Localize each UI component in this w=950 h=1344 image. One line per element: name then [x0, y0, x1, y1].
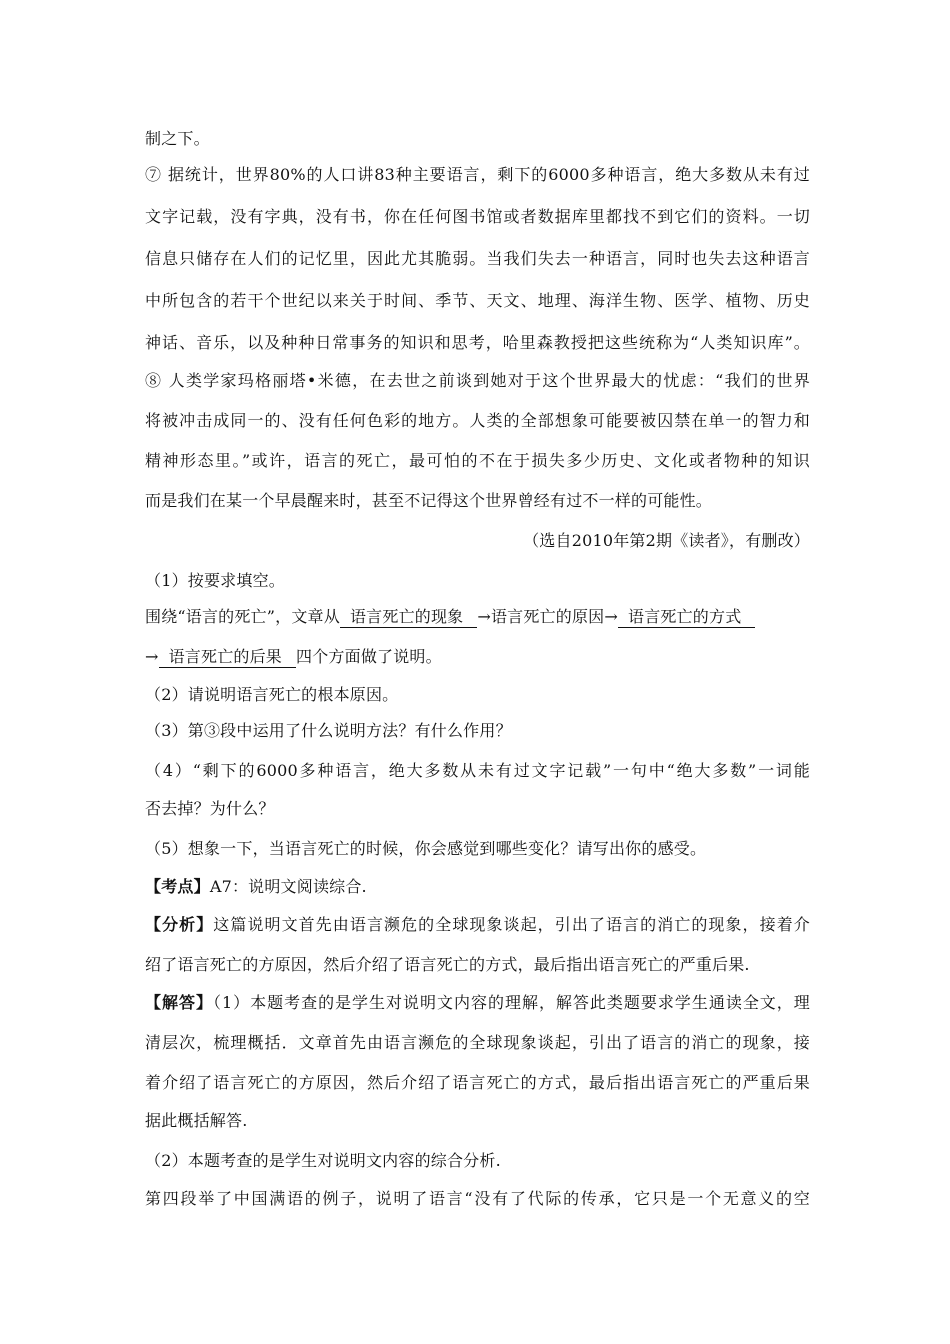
- question-1: （1）按要求填空。: [145, 571, 285, 590]
- question-1-fill-line-2: [145, 646, 810, 668]
- fill-middle: →语言死亡的原因→: [477, 607, 618, 626]
- fill-prefix: 围绕“语言的死亡”，文章从: [145, 607, 340, 626]
- answer-blank-3: 语言死亡的后果: [159, 647, 296, 668]
- answer-blank-2: 语言死亡的方式: [618, 607, 755, 628]
- fill-arrow: →: [145, 647, 159, 666]
- fill-suffix: 四个方面做了说明。: [296, 647, 442, 666]
- part-2-line-1: （2）本题考查的是学生对说明文内容的综合分析.: [145, 1151, 501, 1170]
- paragraph-7-line-1: ⑦ 据统计，世界80%的人口讲83种主要语言，剩下的6000多种语言，绝大多数从未有过: [145, 165, 810, 184]
- paragraph-8-line-3: 精神形态里。”或许，语言的死亡，最可怕的不在于损失多少历史、文化或者物种的知识: [145, 451, 810, 470]
- fenxi-label: 【分析】: [145, 915, 214, 934]
- jieda-line-3: 着介绍了语言死亡的方原因，然后介绍了语言死亡的方式，最后指出语言死亡的严重后果: [145, 1073, 810, 1092]
- kaodian-text: A7：说明文阅读综合.: [209, 877, 367, 896]
- question-4-line-2: 否去掉？为什么？: [145, 799, 275, 818]
- paragraph-8-line-4: 而是我们在某一个早晨醒来时，甚至不记得这个世界曾经有过不一样的可能性。: [145, 491, 713, 510]
- jieda-line-1: [145, 992, 810, 1014]
- question-4-line-1: （4）“剩下的6000多种语言，绝大多数从未有过文字记载”一句中“绝大多数”一词能: [145, 761, 810, 780]
- paragraph-7-line-5: 神话、音乐，以及种种日常事务的知识和思考，哈里森教授把这些统称为“人类知识库”。: [145, 333, 810, 352]
- paragraph-8-line-2: 将被冲击成同一的、没有任何色彩的地方。人类的全部想象可能要被囚禁在单一的智力和: [145, 411, 810, 430]
- kaodian-line: [145, 876, 810, 898]
- paragraph-7-line-4: 中所包含的若干个世纪以来关于时间、季节、天文、地理、海洋生物、医学、植物、历史: [145, 291, 810, 310]
- question-5: （5）想象一下，当语言死亡的时候，你会感觉到哪些变化？请写出你的感受。: [145, 839, 707, 858]
- fenxi-text-1: 这篇说明文首先由语言濒危的全球现象谈起，引出了语言的消亡的现象，接着介: [213, 915, 810, 934]
- fenxi-line-1: [145, 914, 810, 936]
- question-3: （3）第③段中运用了什么说明方法？有什么作用？: [145, 721, 512, 740]
- question-2: （2）请说明语言死亡的根本原因。: [145, 685, 399, 704]
- paragraph-7-line-2: 文字记载，没有字典，没有书，你在任何图书馆或者数据库里都找不到它们的资料。一切: [145, 207, 810, 226]
- jieda-label: 【解答】: [145, 993, 213, 1012]
- paragraph-8-line-1: ⑧ 人类学家玛格丽塔•米德，在去世之前谈到她对于这个世界最大的忧虑：“我们的世界: [145, 371, 810, 390]
- question-1-fill-line-1: [145, 606, 810, 628]
- answer-blank-1: 语言死亡的现象: [340, 607, 477, 628]
- kaodian-label: 【考点】: [145, 877, 210, 896]
- jieda-line-2: 清层次，梳理概括．文章首先由语言濒危的全球现象谈起，引出了语言的消亡的现象，接: [145, 1033, 810, 1052]
- part-2-line-2: 第四段举了中国满语的例子，说明了语言“没有了代际的传承，它只是一个无意义的空: [145, 1189, 810, 1208]
- paragraph-6-tail: 制之下。: [145, 129, 210, 148]
- jieda-line-4: 据此概括解答.: [145, 1111, 248, 1130]
- source-citation: （选自2010年第2期《读者》，有删改）: [523, 531, 810, 550]
- fenxi-line-2: 绍了语言死亡的方原因，然后介绍了语言死亡的方式，最后指出语言死亡的严重后果.: [145, 955, 750, 974]
- paragraph-7-line-3: 信息只储存在人们的记忆里，因此尤其脆弱。当我们失去一种语言，同时也失去这种语言: [145, 249, 810, 268]
- jieda-text-1: （1）本题考查的是学生对说明文内容的理解，解答此类题要求学生通读全文，理: [212, 993, 810, 1012]
